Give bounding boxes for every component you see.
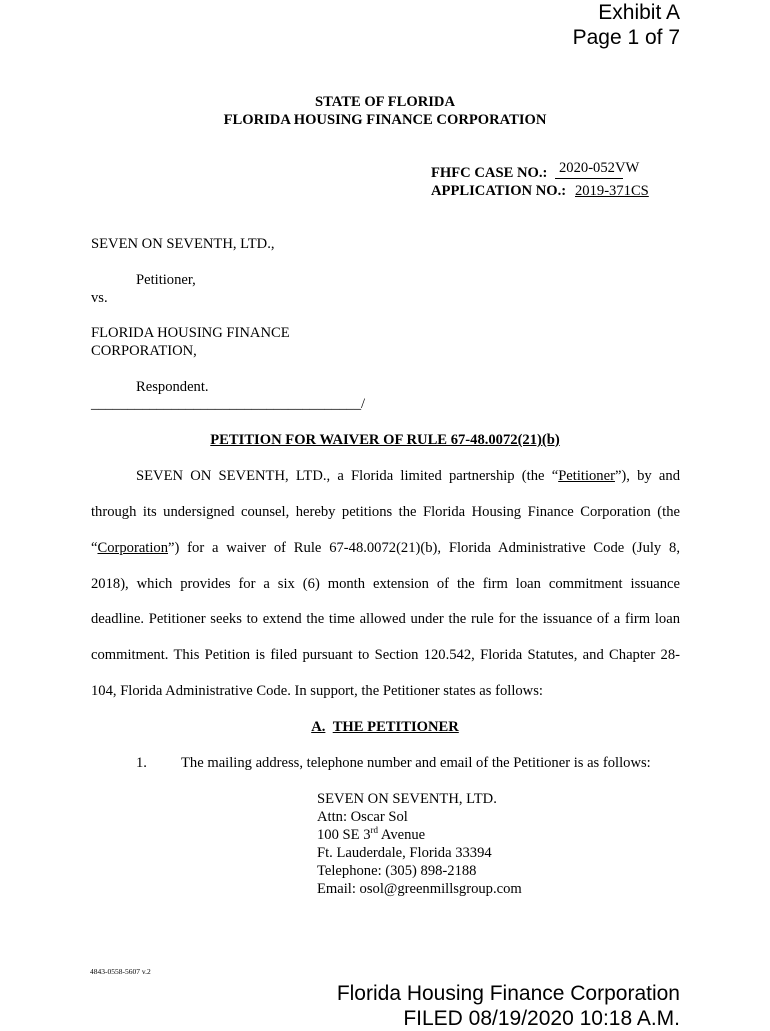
- address-phone: Telephone: (305) 898-2188: [317, 863, 477, 879]
- filing-agency: Florida Housing Finance Corporation: [336, 982, 680, 1005]
- filing-date: FILED 08/19/2020 10:18 A.M.: [403, 1007, 680, 1030]
- intro-line-1: SEVEN ON SEVENTH, LTD., a Florida limited partnership (the “Petitioner”), by and: [136, 468, 680, 484]
- address-name: SEVEN ON SEVENTH, LTD.: [317, 791, 497, 807]
- case-number-field: [555, 160, 640, 179]
- address-street: 100 SE 3rd Avenue: [317, 825, 426, 843]
- petitioner-defined-term: Petitioner: [558, 468, 615, 484]
- page-count: Page 1 of 7: [572, 26, 680, 49]
- petition-title: PETITION FOR WAIVER OF RULE 67-48.0072(21)(b): [210, 432, 560, 448]
- petitioner-name: SEVEN ON SEVENTH, LTD.,: [91, 236, 275, 252]
- address-city: Ft. Lauderdale, Florida 33394: [317, 845, 492, 861]
- corporation-defined-term: Corporation: [97, 540, 169, 556]
- exhibit-label: Exhibit A: [598, 1, 680, 24]
- case-number-value: 2020-052VW: [559, 160, 640, 176]
- section-a-title: THE PETITIONER: [332, 719, 459, 735]
- caption-rule: _____________________________________/: [91, 396, 366, 412]
- item-1-text: The mailing address, telephone number and email of the Petitioner is as follows:: [181, 755, 651, 771]
- intro-line-5: deadline. Petitioner seeks to extend the time allowed under the rule for the issuance of a firm loan: [91, 611, 680, 627]
- document-id: 4843-0558-5607 v.2: [90, 967, 151, 976]
- intro-line-4: 2018), which provides for a six (6) month extension of the firm loan commitment issuance: [91, 576, 680, 592]
- exhibit-stamp: [573, 0, 680, 50]
- intro-line-7: 104, Florida Administrative Code. In support, the Petitioner states as follows:: [91, 683, 543, 699]
- intro-line-3: “Corporation”) for a waiver of Rule 67-48.0072(21)(b), Florida Administrative Code (July 8,: [91, 540, 680, 556]
- address-email: Email: osol@greenmillsgroup.com: [317, 881, 522, 897]
- application-number-label: APPLICATION NO.:: [431, 183, 567, 199]
- intro-line-6: commitment. This Petition is filed pursuant to Section 120.542, Florida Statutes, and Chapter 28-: [91, 647, 680, 663]
- application-number-value: 2019-371CS: [575, 183, 649, 199]
- address-attn: Attn: Oscar Sol: [317, 809, 408, 825]
- section-a-letter: A.: [311, 719, 326, 735]
- header-state: STATE OF FLORIDA: [314, 94, 455, 110]
- respondent-role: Respondent.: [136, 379, 209, 395]
- item-1-number: 1.: [136, 755, 147, 771]
- intro-line-2: through its undersigned counsel, hereby petitions the Florida Housing Finance Corporation (the: [91, 504, 680, 520]
- petitioner-address-block: [317, 790, 522, 898]
- petitioner-role: Petitioner,: [136, 272, 196, 288]
- respondent-name-line2: CORPORATION,: [91, 343, 197, 359]
- versus: vs.: [91, 290, 108, 306]
- header-agency: FLORIDA HOUSING FINANCE CORPORATION: [223, 112, 547, 128]
- case-number-label: FHFC CASE NO.:: [431, 165, 548, 181]
- respondent-name-line1: FLORIDA HOUSING FINANCE: [91, 325, 290, 341]
- section-a-heading: [0, 719, 770, 736]
